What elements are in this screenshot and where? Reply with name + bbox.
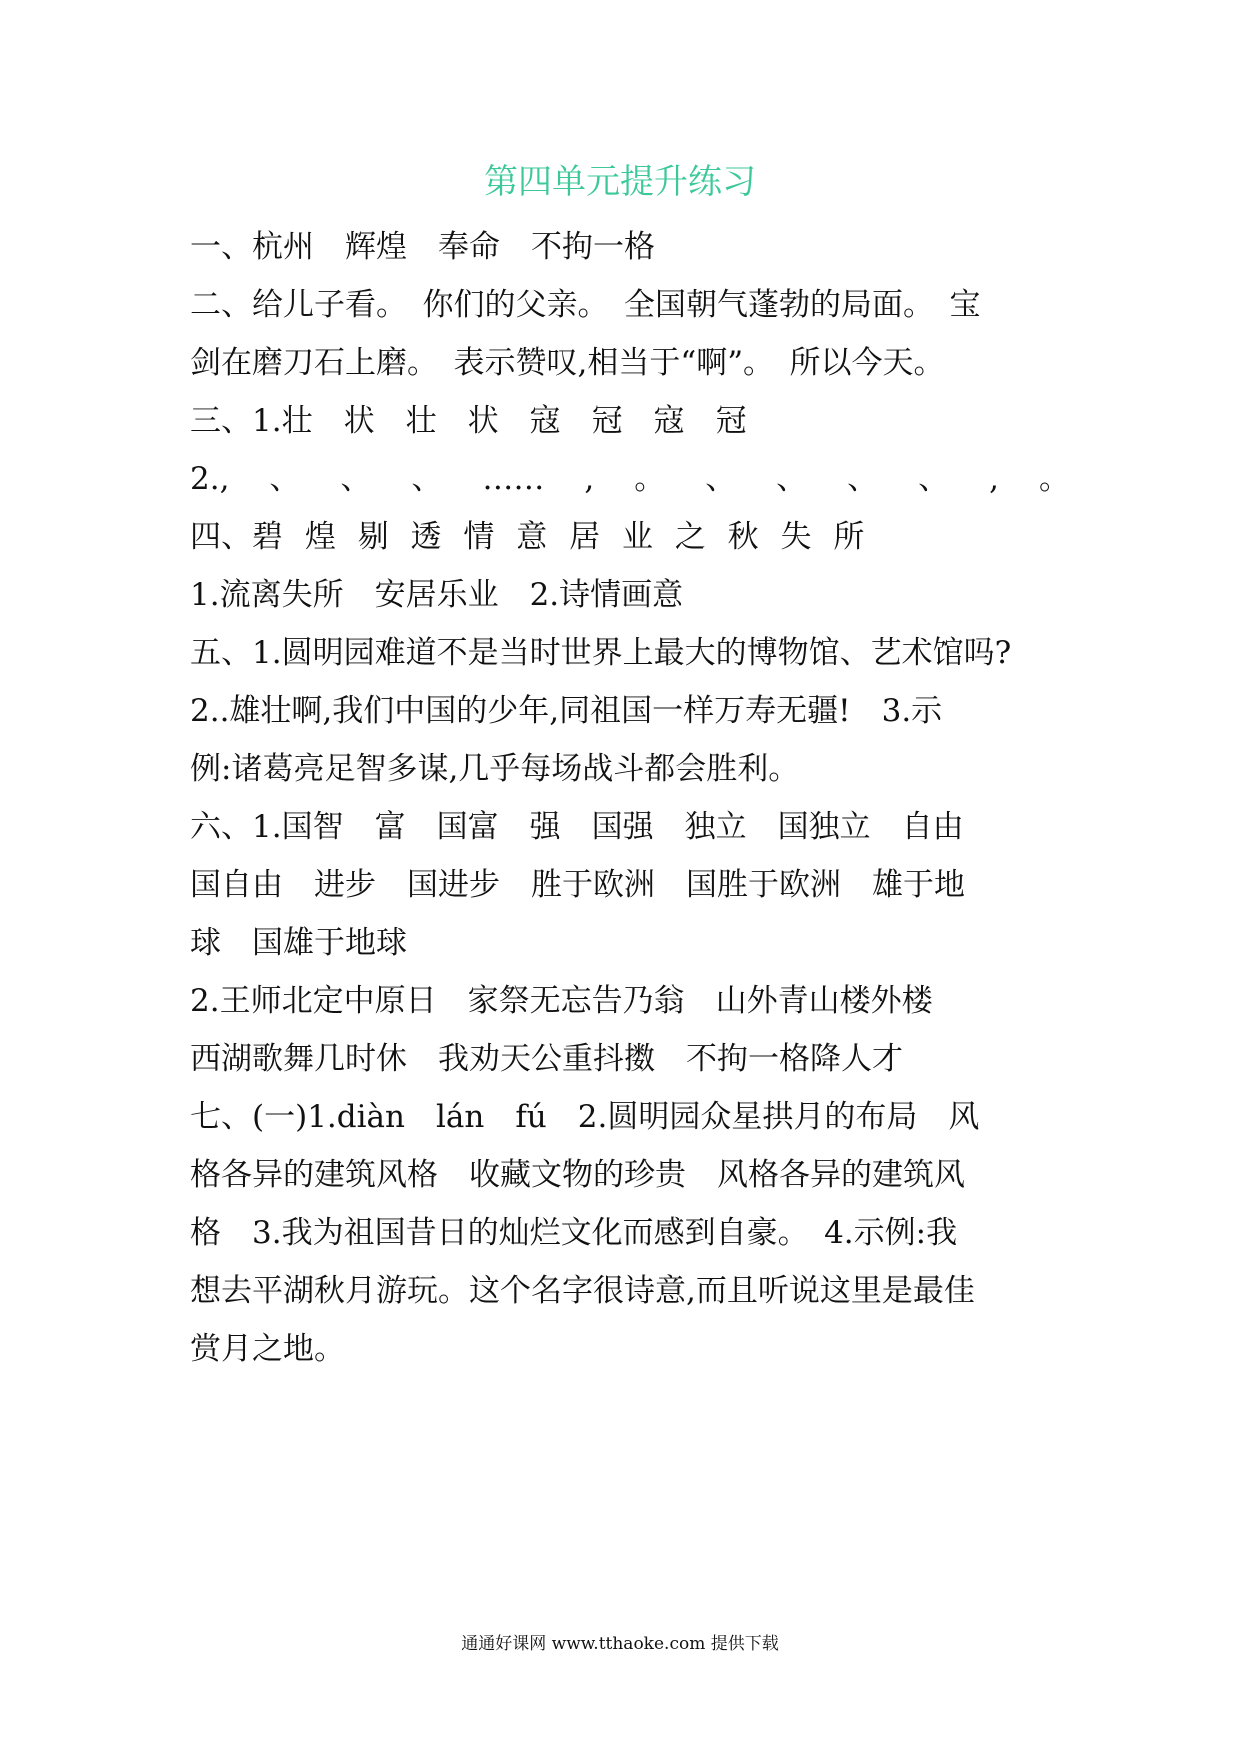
answer-line-15: 西湖歌舞几时休 我劝天公重抖擞 不拘一格降人才 xyxy=(190,1041,903,1077)
punct-item: 。 xyxy=(634,461,666,497)
punct-item: 、 xyxy=(847,461,879,497)
answer-line-20: 赏月之地。 xyxy=(190,1331,345,1367)
answer-line-16: 七、(一)1.diàn lán fú 2.圆明园众星拱月的布局 风 xyxy=(190,1099,980,1135)
answer-line-17: 格各异的建筑风格 收藏文物的珍贵 风格各异的建筑风 xyxy=(190,1157,965,1193)
answer-line-6: 四、碧 煌 剔 透 情 意 居 业 之 秋 失 所 xyxy=(190,519,865,555)
answer-line-2: 二、给儿子看。 你们的父亲。 全国朝气蓬勃的局面。 宝 xyxy=(190,287,981,323)
answer-line-1: 一、杭州 辉煌 奉命 不拘一格 xyxy=(190,229,655,265)
answer-line-8: 五、1.圆明园难道不是当时世界上最大的博物馆、艺术馆吗? xyxy=(190,635,1012,671)
answer-line-13: 球 国雄于地球 xyxy=(190,925,407,961)
punctuation-line xyxy=(190,454,1070,504)
answer-line-10: 例:诸葛亮足智多谋,几乎每场战斗都会胜利。 xyxy=(190,751,800,787)
answer-line-4: 三、1.壮 状 壮 状 寇 冠 寇 冠 xyxy=(190,403,747,439)
answer-line-11: 六、1.国智 富 国富 强 国强 独立 国独立 自由 xyxy=(190,809,964,845)
punct-item: 、 xyxy=(340,461,372,497)
punct-item: 、 xyxy=(776,461,808,497)
punct-item: 、 xyxy=(705,461,737,497)
punct-item: 、 xyxy=(918,461,950,497)
punct-item: , xyxy=(584,461,595,497)
answer-line-19: 想去平湖秋月游玩。这个名字很诗意,而且听说这里是最佳 xyxy=(190,1273,975,1309)
punct-item: 2., xyxy=(190,461,230,497)
answer-line-12: 国自由 进步 国进步 胜于欧洲 国胜于欧洲 雄于地 xyxy=(190,867,965,903)
answer-line-14: 2.王师北定中原日 家祭无忘告乃翁 山外青山楼外楼 xyxy=(190,983,933,1019)
answer-line-7: 1.流离失所 安居乐业 2.诗情画意 xyxy=(190,577,684,613)
punct-item: 。 xyxy=(1038,461,1070,497)
footer-source: 通通好课网 www.tthaoke.com 提供下载 xyxy=(461,1634,779,1654)
punct-item: 、 xyxy=(411,461,443,497)
punct-item: 、 xyxy=(269,461,301,497)
answer-line-9: 2..雄壮啊,我们中国的少年,同祖国一样万寿无疆! 3.示 xyxy=(190,693,943,729)
answer-line-3: 剑在磨刀石上磨。 表示赞叹,相当于“啊”。 所以今天。 xyxy=(190,345,945,381)
punct-item: , xyxy=(989,461,999,497)
punct-item: …… xyxy=(482,461,545,497)
answer-line-18: 格 3.我为祖国昔日的灿烂文化而感到自豪。 4.示例:我 xyxy=(190,1215,958,1251)
page-title: 第四单元提升练习 xyxy=(484,162,756,202)
